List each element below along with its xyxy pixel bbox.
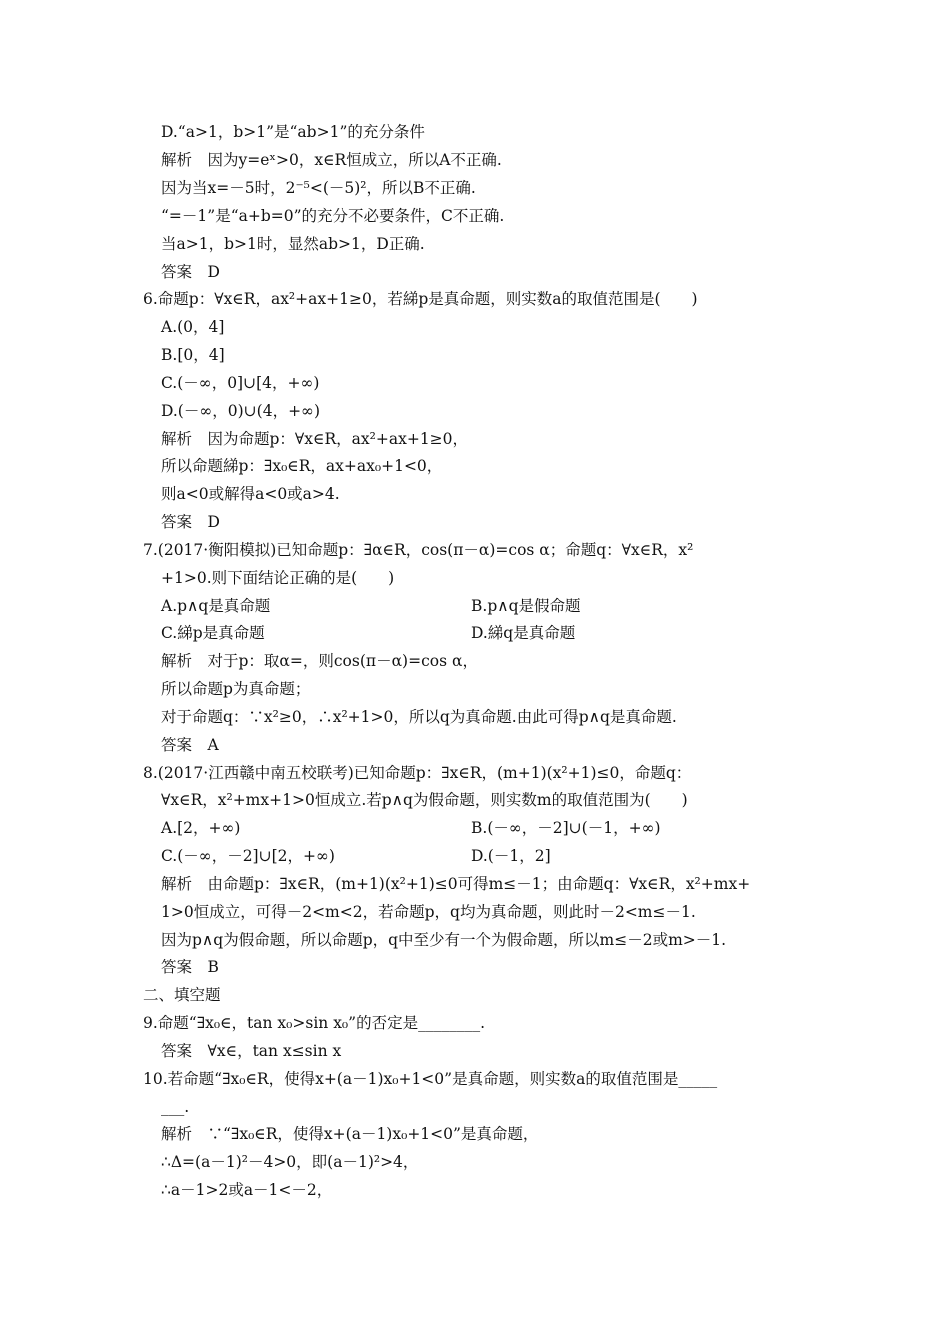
text-line: 解析 因为y=eˣ>0，x∈R恒成立，所以A不正确. xyxy=(161,151,502,169)
text-line: C.綈p是真命题 xyxy=(161,624,265,642)
text-line: D.綈q是真命题 xyxy=(471,624,576,642)
text-line: 对于命题q：∵x²≥0，∴x²+1>0，所以q为真命题.由此可得p∧q是真命题. xyxy=(161,708,677,726)
text-line: B.[0，4] xyxy=(161,346,225,364)
text-line: 答案 D xyxy=(161,513,220,531)
text-line: B.(－∞，－2]∪(－1，+∞) xyxy=(471,819,661,837)
text-line: 当a>1，b>1时，显然ab>1，D正确. xyxy=(161,235,425,253)
text-line: 答案 B xyxy=(161,958,219,976)
text-line: C.(－∞，－2]∪[2，+∞) xyxy=(161,847,335,865)
text-line: ∴Δ=(a－1)²－4>0，即(a－1)²>4， xyxy=(161,1153,419,1171)
text-line: A.(0，4] xyxy=(161,318,225,336)
text-line: 6.命题p：∀x∈R，ax²+ax+1≥0，若綈p是真命题，则实数a的取值范围是( ) xyxy=(143,290,698,308)
text-line: 因为p∧q为假命题，所以命题p，q中至少有一个为假命题，所以m≤－2或m>－1. xyxy=(161,931,727,949)
text-line: D.“a>1，b>1”是“ab>1”的充分条件 xyxy=(161,123,425,141)
text-line: ∴a－1>2或a－1<－2， xyxy=(161,1181,333,1199)
text-line: 1>0恒成立，可得－2<m<2，若命题p，q均为真命题，则此时－2<m≤－1. xyxy=(161,903,696,921)
text-line: D.(－1，2] xyxy=(471,847,551,865)
text-line: 所以命题p为真命题； xyxy=(161,680,311,698)
text-line: D.(－∞，0)∪(4，+∞) xyxy=(161,402,321,420)
text-line: 9.命题“∃x₀∈，tan x₀>sin x₀”的否定是________. xyxy=(143,1014,485,1032)
text-line: A.p∧q是真命题 xyxy=(161,597,271,615)
text-line: A.[2，+∞) xyxy=(161,819,241,837)
text-line: “=－1”是“a+b=0”的充分不必要条件，C不正确. xyxy=(161,207,505,225)
text-line: 7.(2017·衡阳模拟)已知命题p：∃α∈R，cos(π－α)=cos α；命题q：∀x∈R，x² xyxy=(143,541,694,559)
text-line: 解析 对于p：取α=，则cos(π－α)=cos α， xyxy=(161,652,478,670)
text-line: 答案 ∀x∈，tan x≤sin x xyxy=(161,1042,342,1060)
text-line: 解析 因为命题p：∀x∈R，ax²+ax+1≥0， xyxy=(161,430,469,448)
text-line: 答案 A xyxy=(161,736,219,754)
text-line: 所以命题綈p：∃x₀∈R，ax+ax₀+1<0， xyxy=(161,457,443,475)
text-line: 解析 由命题p：∃x∈R，(m+1)(x²+1)≤0可得m≤－1；由命题q：∀x∈R，x²+mx+ xyxy=(161,875,751,893)
text-line: B.p∧q是假命题 xyxy=(471,597,581,615)
text-line: C.(－∞，0]∪[4，+∞) xyxy=(161,374,320,392)
text-line: 答案 D xyxy=(161,263,220,281)
text-line: ___. xyxy=(161,1098,190,1116)
text-line: 8.(2017·江西赣中南五校联考)已知命题p：∃x∈R，(m+1)(x²+1)≤0，命题q： xyxy=(143,764,692,782)
text-line: +1>0.则下面结论正确的是( ) xyxy=(161,569,395,587)
text-line: 因为当x=－5时，2⁻⁵<(－5)²，所以B不正确. xyxy=(161,179,476,197)
section-heading: 二、填空题 xyxy=(143,986,221,1004)
text-line: 则a<0或解得a<0或a>4. xyxy=(161,485,340,503)
text-line: 10.若命题“∃x₀∈R，使得x+(a－1)x₀+1<0”是真命题，则实数a的取值范围是_____ xyxy=(143,1070,718,1088)
text-line: 解析 ∵“∃x₀∈R，使得x+(a－1)x₀+1<0”是真命题， xyxy=(161,1125,539,1143)
text-line: ∀x∈R，x²+mx+1>0恒成立.若p∧q为假命题，则实数m的取值范围为( ) xyxy=(161,791,688,809)
